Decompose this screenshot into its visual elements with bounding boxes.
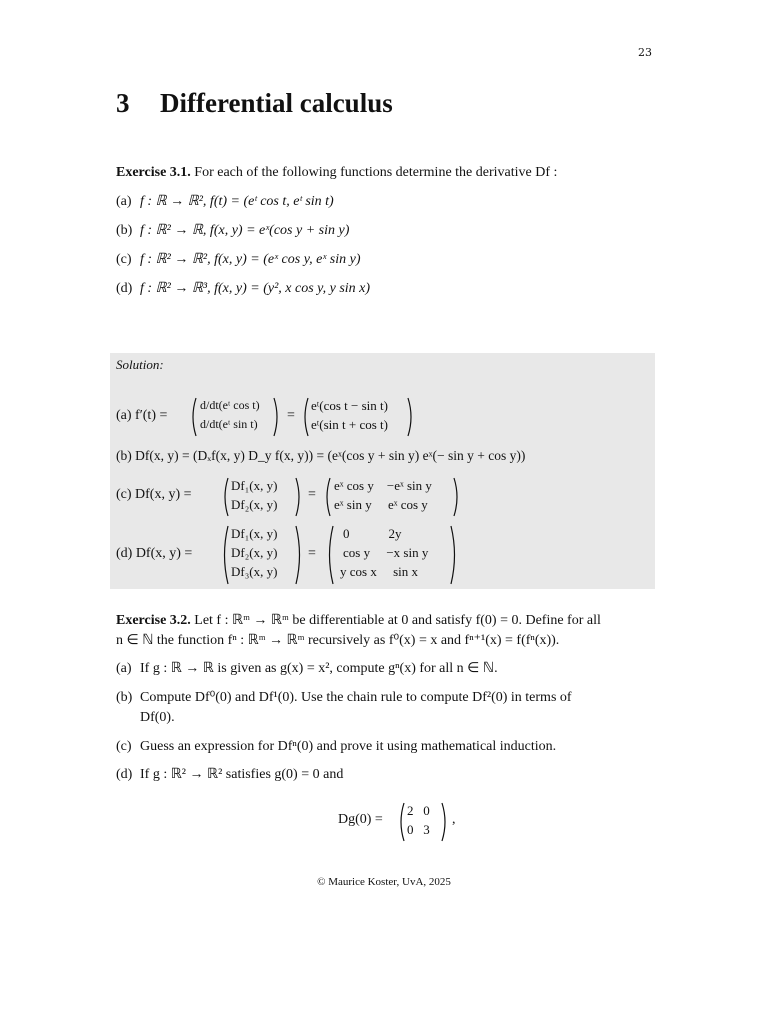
exercise-prompt-text: For each of the following functions determine the derivative Df :: [194, 165, 558, 180]
item-text: f : ℝ² → ℝ, f(x, y) = eˣ(cos y + sin y): [140, 223, 350, 238]
item-label: (d): [116, 281, 133, 296]
exercise-item: [116, 737, 656, 757]
solution-title: Solution:: [116, 357, 164, 372]
solution-d-m1-row3: Df₃(x, y): [231, 564, 278, 579]
solution-d-m1-row1: Df₁(x, y): [231, 526, 278, 541]
exercise-item: [116, 659, 656, 679]
item-text: If g : ℝ → ℝ is given as g(x) = x², compute gⁿ(x) for all n ∈ ℕ.: [140, 661, 498, 676]
item-text: Guess an expression for Dfⁿ(0) and prove it using mathematical induction.: [140, 739, 557, 754]
item-text: f : ℝ → ℝ², f(t) = (eᵗ cos t, eᵗ sin t): [140, 194, 334, 209]
exercise-3-1-prompt: [116, 163, 656, 183]
display-row2: 0 3: [407, 822, 430, 837]
solution-d-m2-row3: y cos x sin x: [340, 564, 418, 579]
solution-c-m2-row1: eˣ cos y −eˣ sin y: [334, 478, 432, 493]
solution-d-m2-row1: 0 2y: [343, 526, 402, 541]
solution-c-m1-row2: Df₂(x, y): [231, 497, 278, 512]
item-text-continued: Df(0).: [140, 710, 175, 725]
equals-sign: =: [287, 408, 295, 423]
solution-a-m2-row2: eᵗ(sin t + cos t): [311, 417, 388, 432]
exercise-3-2-prompt: [116, 611, 656, 651]
exercise-item: [116, 221, 656, 241]
solution-a-lhs: (a) f′(t) =: [116, 408, 168, 423]
item-label: (a): [116, 661, 132, 676]
item-label: (a): [116, 194, 132, 209]
exercise-item: [116, 765, 656, 785]
equals-sign: =: [308, 487, 316, 502]
exercise-heading: Exercise 3.1.: [116, 165, 191, 180]
display-tail: ,: [452, 812, 456, 827]
solution-a-m1-row1: d/dt(eᵗ cos t): [200, 398, 260, 412]
exercise-item: [116, 688, 656, 728]
exercise-prompt-line2: n ∈ ℕ the function fⁿ : ℝᵐ → ℝᵐ recursively as f⁰(x) = x and fⁿ⁺¹(x) = f(fⁿ(x)).: [116, 633, 560, 648]
display-row1: 2 0: [407, 803, 430, 818]
chapter-heading: [116, 88, 393, 119]
solution-a-m2-row1: eᵗ(cos t − sin t): [311, 398, 388, 413]
display-lhs: Dg(0) =: [338, 812, 383, 827]
item-text: f : ℝ² → ℝ³, f(x, y) = (y², x cos y, y sin x): [140, 281, 371, 296]
solution-b-line: (b) Df(x, y) = (Dₓf(x, y) D_y f(x, y)) = (eˣ(cos y + sin y) eˣ(− sin y + cos y)): [116, 448, 526, 463]
exercise-item: [116, 250, 656, 270]
solution-c-m2-row2: eˣ sin y eˣ cos y: [334, 497, 428, 512]
solution-a-m1-row2: d/dt(eᵗ sin t): [200, 417, 258, 431]
solution-d-m1-row2: Df₂(x, y): [231, 545, 278, 560]
chapter-number: 3: [116, 88, 130, 118]
solution-d-lhs: (d) Df(x, y) =: [116, 546, 193, 561]
item-text: If g : ℝ² → ℝ² satisfies g(0) = 0 and: [140, 767, 344, 782]
exercise-item: [116, 192, 656, 212]
item-label: (b): [116, 690, 133, 705]
page-number: 23: [638, 46, 652, 59]
item-label: (d): [116, 767, 133, 782]
exercise-item: [116, 279, 656, 299]
exercise-prompt-line1: Let f : ℝᵐ → ℝᵐ be differentiable at 0 and satisfy f(0) = 0. Define for all: [194, 613, 601, 628]
item-label: (c): [116, 252, 132, 267]
solution-d-m2-row2: cos y −x sin y: [343, 545, 429, 560]
item-text: f : ℝ² → ℝ², f(x, y) = (eˣ cos y, eˣ sin y): [140, 252, 361, 267]
chapter-title: Differential calculus: [160, 88, 393, 118]
solution-c-m1-row1: Df₁(x, y): [231, 478, 278, 493]
item-text: Compute Df⁰(0) and Df¹(0). Use the chain rule to compute Df²(0) in terms of: [140, 690, 572, 705]
item-label: (c): [116, 739, 132, 754]
footer-copyright: © Maurice Koster, UvA, 2025: [317, 876, 451, 888]
exercise-heading: Exercise 3.2.: [116, 613, 191, 628]
equals-sign: =: [308, 546, 316, 561]
solution-c-lhs: (c) Df(x, y) =: [116, 487, 192, 502]
item-label: (b): [116, 223, 133, 238]
